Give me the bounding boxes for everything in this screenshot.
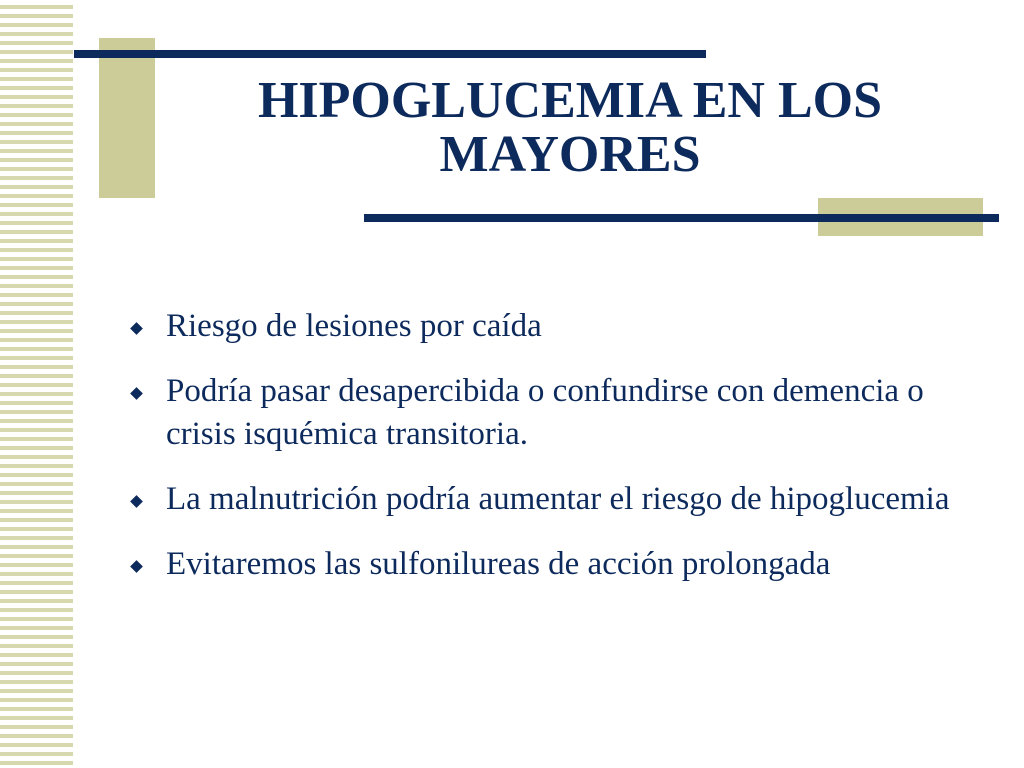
title-rule-bottom (364, 214, 999, 222)
diamond-bullet-icon (130, 322, 143, 335)
bullet-item (130, 305, 990, 348)
bullet-item (130, 370, 990, 456)
bullet-text: Riesgo de lesiones por caída (166, 308, 542, 344)
slide-title: HIPOGLUCEMIA EN LOS MAYORES (257, 72, 883, 183)
diamond-bullet-icon (130, 387, 143, 400)
bullet-item (130, 478, 990, 521)
bullet-text: La malnutrición podría aumentar el riesgo de hipoglucemia (166, 481, 950, 517)
bullet-list (130, 305, 990, 608)
accent-block-top (99, 38, 155, 198)
bullet-text: Podría pasar desapercibida o confundirse con demencia o crisis isquémica transitoria. (166, 373, 924, 452)
bullet-item (130, 543, 990, 586)
diamond-bullet-icon (130, 560, 143, 573)
bullet-text: Evitaremos las sulfonilureas de acción prolongada (166, 546, 831, 582)
decorative-stripes (0, 0, 73, 768)
diamond-bullet-icon (130, 495, 143, 508)
title-rule-top (74, 50, 706, 58)
